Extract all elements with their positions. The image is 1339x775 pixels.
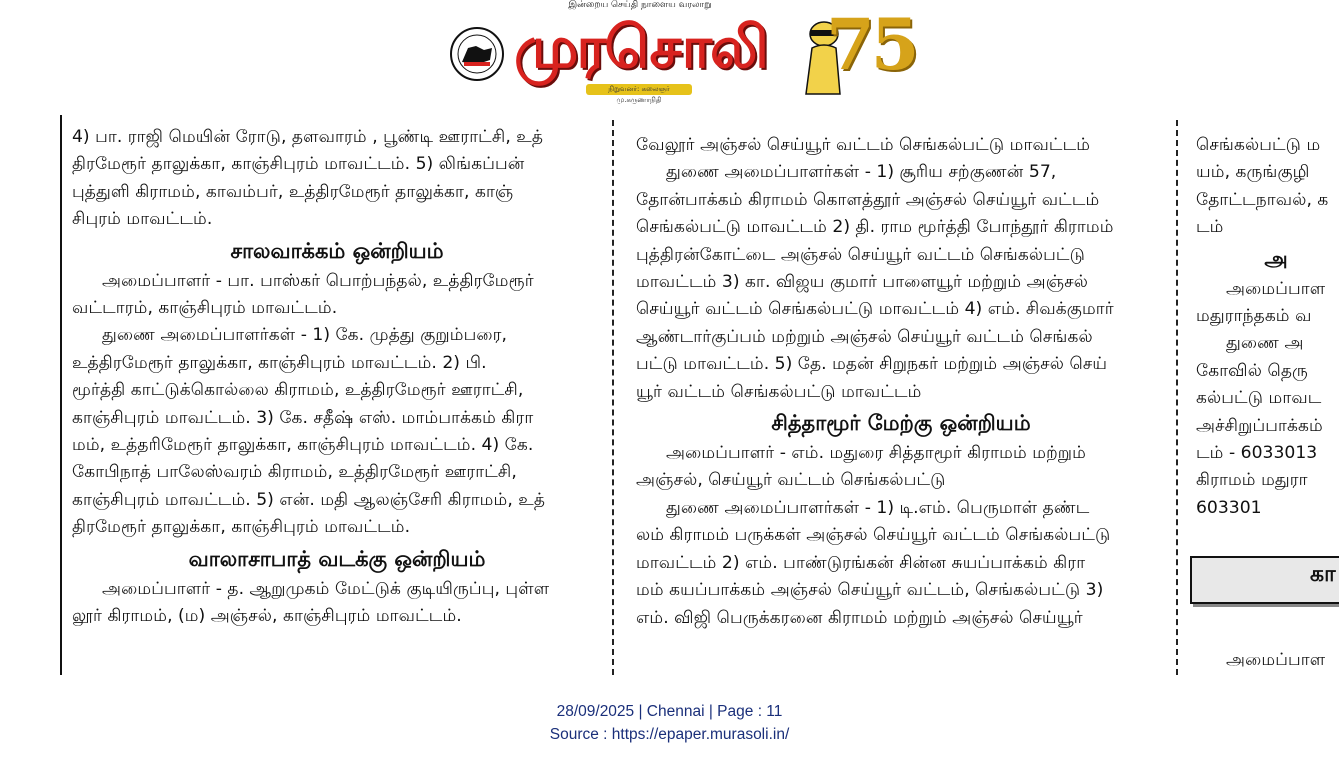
text-line: சிபுரம் மாவட்டம். <box>72 209 213 230</box>
text-line: செய்யூர் வட்டம் செங்கல்பட்டு மாவட்டம் 4) எம். சிவக்குமார் <box>636 299 1114 320</box>
text-line: கல்பட்டு மாவட <box>1196 388 1322 409</box>
article-paragraph <box>1196 276 1339 303</box>
section-heading: சாலவாக்கம் ஒன்றியம் <box>230 238 444 263</box>
text-line: துணை அமைப்பாளர்கள் - 1) டி.எம். பெருமாள் தண்ட <box>666 497 1090 518</box>
masthead-founder-line: நிறுவனர்: கலைஞர் மு.கருணாநிதி <box>586 84 692 95</box>
text-line: அமைப்பாளர் - எம். மதுரை சித்தாமூர் கிராமம் மற்றும் <box>666 443 1086 464</box>
section-heading: வாலாசாபாத் வடக்கு ஒன்றியம் <box>188 546 486 571</box>
article-paragraph <box>1196 330 1339 357</box>
article-paragraph <box>636 440 1166 495</box>
article-paragraph <box>1196 132 1339 242</box>
article-column-3 <box>1196 132 1339 692</box>
text-line: காஞ்சிபுரம் மாவட்டம். 3) கே. சதீஷ் எஸ். மாம்பாக்கம் கிரா <box>72 407 534 428</box>
text-line: லம் கிராமம் பருக்கள் அஞ்சல் செய்யூர் வட்டம் செங்கல்பட்டு <box>636 525 1111 546</box>
text-line: யூர் வட்டம் செங்கல்பட்டு மாவட்டம் <box>636 381 922 402</box>
article-paragraph <box>72 268 602 323</box>
section-header-label: கா <box>1310 562 1336 587</box>
footer-source-line: Source : https://epaper.murasoli.in/ <box>549 726 790 743</box>
text-line: வேலூர் அஞ்சல் செய்யூர் வட்டம் செங்கல்பட்டு மாவட்டம் <box>636 135 1091 155</box>
text-line: திரமேரூர் தாலுக்கா, காஞ்சிபுரம் மாவட்டம். 5) லிங்கப்பன் <box>72 154 525 175</box>
text-line: துணை அமைப்பாளர்கள் - 1) கே. முத்து குறும்பரை, <box>102 325 508 346</box>
text-line: அமைப்பாள <box>1226 278 1326 299</box>
text-line: 4) பா. ராஜி மெயின் ரோடு, தளவாரம் , பூண்டி ஊராட்சி, உத் <box>72 127 544 147</box>
text-line: கோவில் தெரு <box>1196 360 1308 381</box>
text-line: மதுராந்தகம் வ <box>1196 306 1312 327</box>
footer-date-line: 28/09/2025 | Chennai | Page : 11 <box>556 703 783 720</box>
text-line: அஞ்சல், செய்யூர் வட்டம் செங்கல்பட்டு <box>636 470 946 491</box>
article-paragraph <box>636 159 1166 406</box>
text-line: அமைப்பாளர் - த. ஆறுமுகம் மேட்டுக் குடியிருப்பு, புள்ள <box>102 578 550 599</box>
section-heading: அ <box>1264 246 1288 271</box>
column-divider <box>1176 120 1178 675</box>
text-line: புத்துளி கிராமம், காவம்பர், உத்திரமேரூர் தாலுக்கா, காஞ் <box>72 181 514 202</box>
text-line: ஆண்டார்குப்பம் மற்றும் அஞ்சல் செய்யூர் வட்டம் செங்கல் <box>636 326 1093 347</box>
text-line: மம், உத்தரிமேரூர் தாலுக்கா, காஞ்சிபுரம் மாவட்டம். 4) கே. <box>72 435 534 456</box>
text-line: பட்டு மாவட்டம். 5) தே. மதன் சிறுநகர் மற்றும் அஞ்சல் செய் <box>636 354 1108 375</box>
text-line: துணை அ <box>1226 333 1304 354</box>
text-line: மூர்த்தி காட்டுக்கொல்லை கிராமம், உத்திரமேரூர் ஊராட்சி, <box>72 380 524 401</box>
text-line: மாவட்டம் 3) கா. விஜய குமார் பாளையூர் மற்றும் அஞ்சல் <box>636 272 1088 293</box>
article-paragraph <box>1196 303 1339 330</box>
text-line: தோன்பாக்கம் கிராமம் கொளத்தூர் அஞ்சல் செய்யூர் வட்டம் <box>636 189 1100 210</box>
article-paragraph <box>636 132 1166 159</box>
text-line: டம் <box>1196 217 1224 238</box>
newspaper-emblem-icon <box>448 26 506 82</box>
article-paragraph <box>72 124 602 234</box>
anniversary-number: 75 <box>826 3 916 86</box>
text-line: எம். விஜி பெருக்கரனை கிராமம் மற்றும் அஞ்சல் செய்யூர் <box>636 607 1083 628</box>
text-line: கோபிநாத் பாலேஸ்வரம் கிராமம், உத்திரமேரூர் ஊராட்சி, <box>72 462 517 483</box>
text-line: மாவட்டம் 2) எம். பாண்டுரங்கன் சின்ன சுயப்பாக்கம் கிரா <box>636 552 1086 573</box>
text-line: செங்கல்பட்டு மாவட்டம் 2) தி. ராம மூர்த்தி போந்தூர் கிராமம் <box>636 217 1114 238</box>
text-line: திரமேரூர் தாலுக்கா, காஞ்சிபுரம் மாவட்டம். <box>72 517 411 538</box>
section-heading: சித்தாமூர் மேற்கு ஒன்றியம் <box>771 411 1031 436</box>
column-divider <box>612 120 614 675</box>
article-paragraph <box>1196 358 1339 522</box>
text-line: காஞ்சிபுரம் மாவட்டம். 5) என். மதி ஆலஞ்சேரி கிராமம், உத் <box>72 489 546 510</box>
text-line: 603301 <box>1196 497 1262 518</box>
text-line: அமைப்பாளர் - பா. பாஸ்கர் பொற்பந்தல், உத்திரமேரூர் <box>102 270 534 291</box>
article-paragraph <box>72 322 602 541</box>
text-line: வட்டாரம், காஞ்சிபுரம் மாவட்டம். <box>72 298 338 319</box>
text-line: புத்திரன்கோட்டை அஞ்சல் செய்யூர் வட்டம் செங்கல்பட்டு <box>636 244 1085 265</box>
text-line: யம், கருங்குழி <box>1196 162 1310 183</box>
left-border-rule <box>60 115 62 675</box>
text-line: கிராமம் மதுரா <box>1196 470 1308 491</box>
text-line: டம் - 6033013 <box>1196 443 1318 464</box>
section-header-box <box>1190 556 1339 604</box>
text-line: செங்கல்பட்டு ம <box>1196 135 1321 155</box>
article-paragraph <box>636 495 1166 632</box>
text-line: துணை அமைப்பாளர்கள் - 1) சூரிய சற்குணன் 57, <box>666 162 1057 183</box>
text-line: லூர் கிராமம், (ம) அஞ்சல், காஞ்சிபுரம் மாவட்டம். <box>72 606 462 627</box>
text-line: தோட்டநாவல், க <box>1196 189 1329 210</box>
masthead-tagline: இன்றைய செய்தி நாளைய வரலாறு <box>568 0 712 10</box>
text-line: அச்சிறுப்பாக்கம் <box>1196 415 1323 436</box>
article-column-1 <box>72 124 602 684</box>
text-line: மம் கயப்பாக்கம் அஞ்சல் செய்யூர் வட்டம், செங்கல்பட்டு 3) <box>636 580 1104 601</box>
masthead-title: முரசொலி <box>514 13 767 81</box>
article-column-2 <box>636 132 1166 692</box>
text-line: உத்திரமேரூர் தாலுக்கா, காஞ்சிபுரம் மாவட்டம். 2) பி. <box>72 352 487 373</box>
column-3-bottom-text: அமைப்பாள <box>1226 650 1326 670</box>
article-paragraph <box>72 576 602 631</box>
